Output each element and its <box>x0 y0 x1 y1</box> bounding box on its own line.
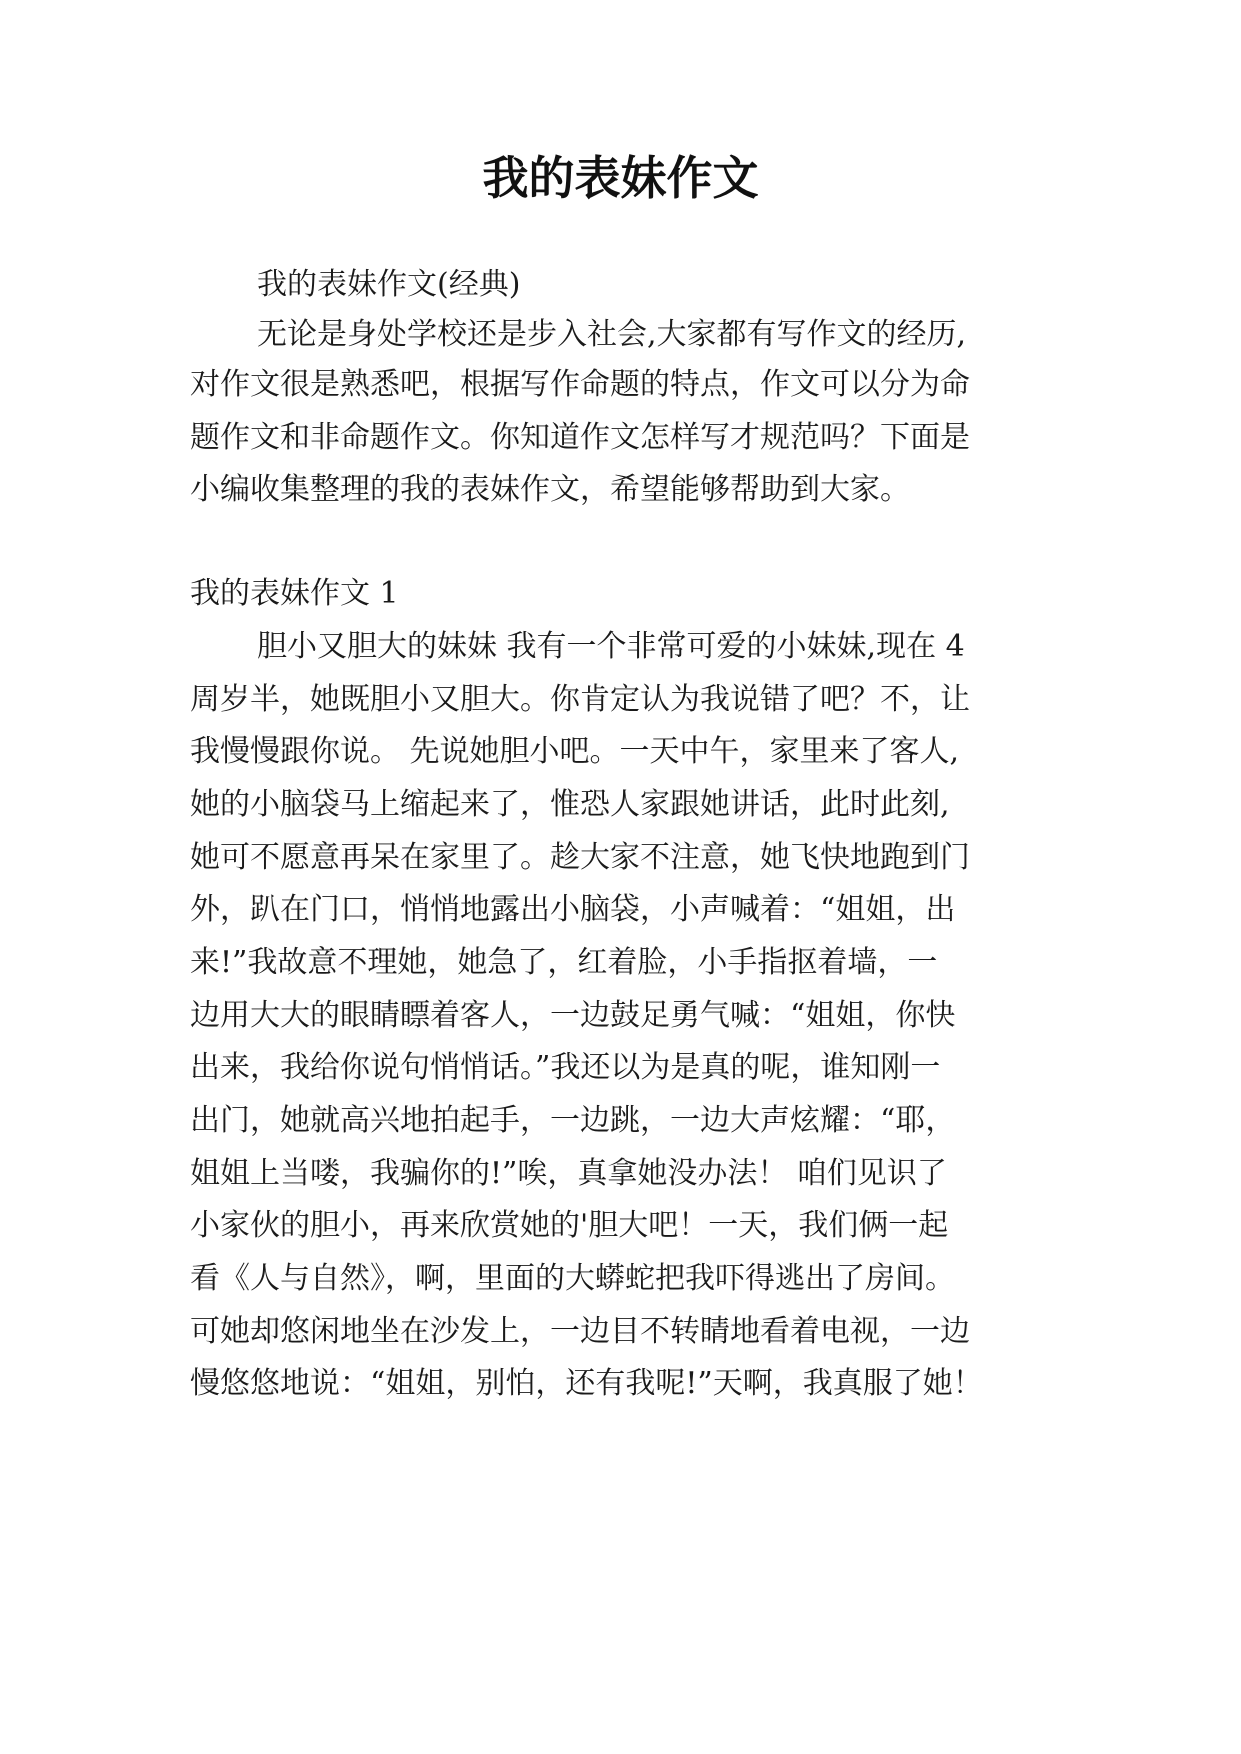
intro-line: 题作文和非命题作文。你知道作文怎样写才规范吗？下面是 <box>190 420 970 455</box>
body-line: 看《人与自然》，啊，里面的大蟒蛇把我吓得逃出了房间。 <box>190 1261 955 1296</box>
body-line: 周岁半，她既胆小又胆大。你肯定认为我说错了吧？不，让 <box>190 682 970 717</box>
body-line: 出门，她就高兴地拍起手，一边跳，一边大声炫耀：“耶， <box>190 1103 956 1138</box>
body-line: 我慢慢跟你说。 先说她胆小吧。一天中午，家里来了客人, <box>190 734 960 769</box>
body-line: 外，趴在门口，悄悄地露出小脑袋，小声喊着：“姐姐，出 <box>190 892 956 927</box>
body-line: 胆小又胆大的妹妹 我有一个非常可爱的小妹妹,现在 4 <box>257 629 965 664</box>
body-line: 来!”我故意不理她，她急了，红着脸，小手指抠着墙，一 <box>190 945 938 980</box>
intro-line: 对作文很是熟悉吧，根据写作命题的特点，作文可以分为命 <box>190 367 970 402</box>
body-line: 出来，我给你说句悄悄话。”我还以为是真的呢，谁知刚一 <box>190 1050 941 1085</box>
body-line: 小家伙的胆小，再来欣赏她的'胆大吧！一天，我们俩一起 <box>190 1208 949 1243</box>
section-heading: 我的表妹作文 1 <box>190 576 399 611</box>
body-line: 她可不愿意再呆在家里了。趁大家不注意，她飞快地跑到门 <box>190 840 970 875</box>
document-title: 我的表妹作文 <box>482 151 759 205</box>
intro-line: 小编收集整理的我的表妹作文，希望能够帮助到大家。 <box>190 472 910 507</box>
document-subtitle: 我的表妹作文(经典) <box>257 267 521 302</box>
body-line: 她的小脑袋马上缩起来了，惟恐人家跟她讲话，此时此刻, <box>190 787 950 822</box>
body-line: 可她却悠闲地坐在沙发上，一边目不转睛地看着电视，一边 <box>190 1314 970 1349</box>
body-line: 慢悠悠地说：“姐姐，别怕，还有我呢!”天啊，我真服了她！ <box>190 1366 983 1401</box>
body-line: 姐姐上当喽，我骗你的!”唉，真拿她没办法！ 咱们见识了 <box>190 1156 947 1191</box>
body-line: 边用大大的眼睛瞟着客人，一边鼓足勇气喊：“姐姐，你快 <box>190 998 956 1033</box>
intro-line: 无论是身处学校还是步入社会,大家都有写作文的经历, <box>257 317 967 352</box>
